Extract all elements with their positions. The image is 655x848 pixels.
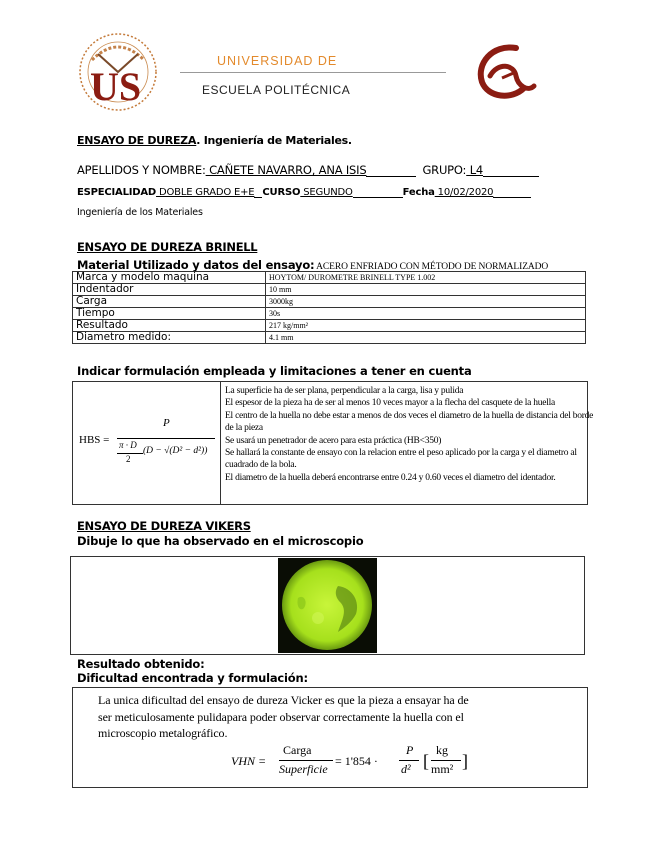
formula-two: 2	[126, 454, 131, 464]
table-row	[73, 308, 586, 320]
vhn-p: P	[406, 743, 414, 757]
formula-fraction-bar	[117, 438, 215, 439]
vhn-bar	[279, 760, 333, 761]
formula-numerator: P	[163, 417, 170, 429]
group-label: GRUPO:	[422, 163, 467, 177]
table-row	[73, 272, 586, 284]
vhn-den: Superficie	[279, 762, 328, 776]
microscope-image	[278, 558, 377, 653]
table-value: 3000kg	[266, 296, 586, 308]
difficulty-text	[98, 692, 469, 742]
vhn-bracket-open: [	[423, 751, 429, 771]
course-fill	[353, 188, 403, 198]
vhn-bracket-close: ]	[462, 751, 468, 771]
name-value: CAÑETE NAVARRO, ANA ISIS	[205, 163, 367, 177]
table-row	[73, 320, 586, 332]
date-fill	[493, 188, 531, 198]
result-label: Resultado obtenido:	[77, 657, 205, 671]
specialty-label: ESPECIALIDAD	[77, 187, 157, 198]
name-fill	[366, 165, 416, 177]
table-label: Carga	[73, 296, 266, 308]
material-value: ACERO ENFRIADO CON MÉTODO DE NORMALIZADO	[314, 262, 549, 272]
limitations-list	[225, 385, 593, 484]
vhn-unit-num: kg	[436, 743, 448, 757]
svg-text:US: US	[90, 64, 142, 109]
difficulty-line: La unica dificultad del ensayo de dureza Vicker es que la pieza a ensayar ha de	[98, 693, 469, 707]
brinell-formula-box	[72, 381, 594, 505]
course-value: SEGUNDO	[300, 187, 353, 198]
table-label: Indentador	[73, 284, 266, 296]
table-value: HOYTOM/ DUROMETRE BRINELL TYPE 1.002	[266, 272, 586, 284]
table-row	[73, 284, 586, 296]
formula-paren: (D − √(D² − d²))	[143, 446, 208, 456]
brinell-heading: ENSAYO DE DUREZA BRINELL	[77, 240, 258, 254]
group-value: L4	[466, 163, 484, 177]
limitation-line: de la pieza	[225, 423, 263, 434]
escuela-politecnica-logo	[472, 42, 538, 104]
vhn-unit-den: mm²	[431, 762, 454, 776]
title-rest: . Ingeniería de Materiales.	[196, 134, 352, 147]
limitation-line: El centro de la huella no debe estar a menos de dos veces el diametro de la huella de distancia del borde	[225, 410, 594, 421]
microscope-box	[70, 556, 585, 655]
school-name: ESCUELA POLITÉCNICA	[202, 83, 351, 97]
limitation-line: La superficie ha de ser plana, perpendicular a la carga, lisa y pulida	[225, 386, 464, 396]
table-value: 217 kg/mm²	[266, 320, 586, 332]
vhn-d2: d²	[401, 762, 411, 776]
vhn-eq: = 1'854 ·	[335, 754, 378, 768]
name-row	[77, 163, 539, 177]
table-row	[73, 332, 586, 344]
formula-cell-divider	[220, 382, 221, 504]
table-row	[73, 296, 586, 308]
material-label: Material Utilizado y datos del ensayo:	[77, 258, 315, 272]
table-value: 10 mm	[266, 284, 586, 296]
vhn-lhs: VHN =	[231, 754, 267, 768]
title-underlined: ENSAYO DE DUREZA	[77, 134, 197, 147]
group-fill	[483, 165, 539, 177]
vhn-unit-bar	[431, 760, 461, 761]
document-title	[77, 134, 352, 147]
subject-line: Ingeniería de los Materiales	[77, 207, 203, 218]
name-label: APELLIDOS Y NOMBRE:	[77, 163, 206, 177]
limitation-line: El espesor de la pieza ha de ser al menos 10 veces mayor a la flecha del casquete de la huella	[225, 398, 555, 409]
limitation-line: Se hallará la constante de ensayo con la relacion entre el peso aplicado por la carga y el diametro al	[225, 448, 577, 459]
date-label: Fecha	[402, 187, 435, 198]
microscope-label: Dibuje lo que ha observado en el microscopio	[77, 534, 364, 548]
vickers-heading: ENSAYO DE DUREZA VIKERS	[77, 519, 251, 533]
university-name: UNIVERSIDAD DE	[217, 54, 338, 68]
difficulty-line: ser meticulosamente pulidapara poder observar correctamente la huella con el	[98, 709, 464, 724]
table-value: 30s	[266, 308, 586, 320]
table-label: Diametro medido:	[73, 332, 266, 344]
header-divider	[180, 72, 446, 73]
limitation-line: El diametro de la huella deberá encontrarse entre 0.24 y 0.60 veces el diametro del identador.	[225, 472, 556, 483]
table-label: Tiempo	[73, 308, 266, 320]
table-label: Resultado	[73, 320, 266, 332]
date-value: 10/02/2020	[434, 187, 494, 198]
limitation-line: cuadrado de la bola.	[225, 460, 297, 471]
difficulty-box	[72, 687, 588, 788]
formula-pi-d: π · D	[119, 440, 137, 450]
table-value: 4.1 mm	[266, 332, 586, 344]
formula-lhs: HBS =	[79, 434, 110, 446]
vickers-formula	[231, 741, 481, 781]
vhn-num: Carga	[283, 743, 312, 757]
difficulty-label: Dificultad encontrada y formulación:	[77, 671, 308, 685]
formula-heading: Indicar formulación empleada y limitaciones a tener en cuenta	[77, 364, 472, 378]
vhn-p-bar	[399, 760, 419, 761]
brinell-formula	[79, 417, 219, 470]
limitation-line: Se usará un penetrador de acero para esta práctica (HB<350)	[225, 435, 442, 446]
table-label: Marca y modelo maquina	[73, 272, 266, 284]
brinell-data-table	[72, 271, 586, 344]
university-of-seville-logo	[78, 32, 158, 112]
course-label: CURSO	[262, 187, 301, 198]
difficulty-line: microscopio metalográfico.	[98, 726, 228, 740]
specialty-value: DOBLE GRADO E+E	[156, 187, 255, 198]
specialty-row	[77, 187, 531, 198]
